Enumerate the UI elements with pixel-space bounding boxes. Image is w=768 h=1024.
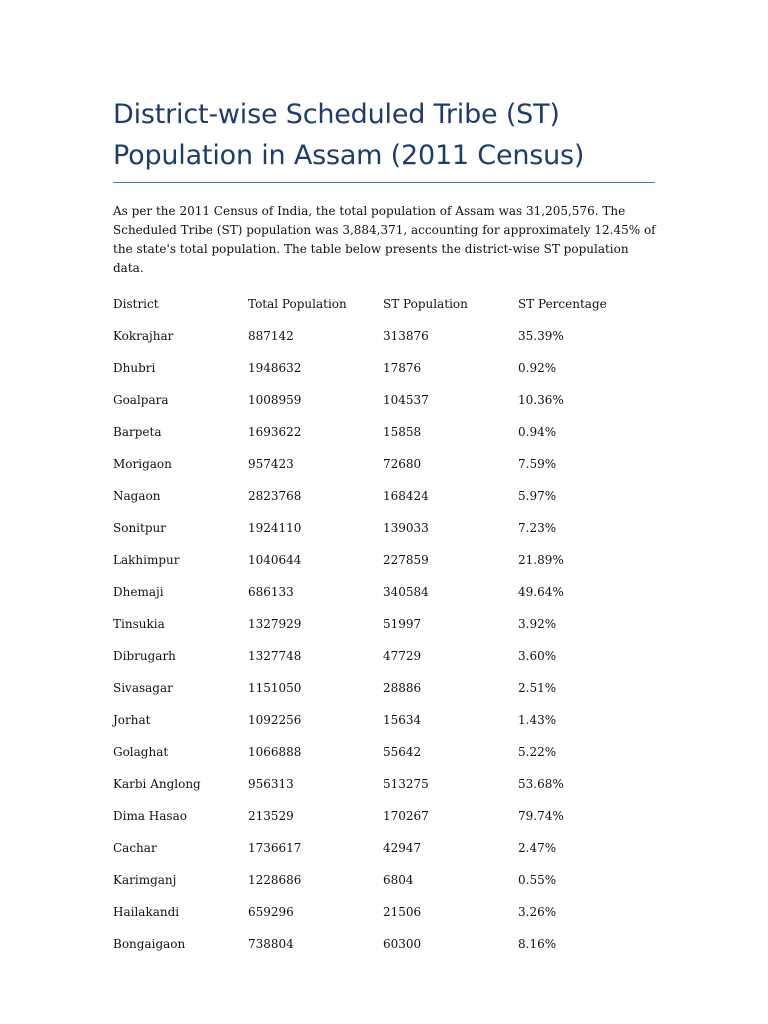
cell-st-population: 15858 — [383, 425, 422, 439]
cell-st-percentage: 0.92% — [518, 361, 557, 375]
cell-st-population: 47729 — [383, 649, 422, 663]
cell-district: Dhubri — [113, 361, 156, 375]
cell-total-population: 956313 — [248, 777, 294, 791]
cell-district: Hailakandi — [113, 905, 180, 919]
cell-total-population: 1948632 — [248, 361, 302, 375]
table-header-row — [113, 288, 653, 320]
cell-st-population: 6804 — [383, 873, 414, 887]
table-body — [113, 320, 653, 960]
cell-st-percentage: 79.74% — [518, 809, 564, 823]
cell-total-population: 1092256 — [248, 713, 302, 727]
header-st-population: ST Population — [383, 297, 468, 311]
cell-st-percentage: 35.39% — [518, 329, 564, 343]
table-row — [113, 576, 653, 608]
header-district: District — [113, 297, 159, 311]
table-row — [113, 704, 653, 736]
table-row — [113, 448, 653, 480]
cell-st-population: 15634 — [383, 713, 422, 727]
cell-district: Barpeta — [113, 425, 162, 439]
table-row — [113, 320, 653, 352]
cell-st-percentage: 5.22% — [518, 745, 557, 759]
table-row — [113, 736, 653, 768]
page-title: District-wise Scheduled Tribe (ST) Population in Assam (2011 Census) — [113, 99, 585, 171]
table-row — [113, 832, 653, 864]
cell-total-population: 887142 — [248, 329, 294, 343]
cell-st-percentage: 3.26% — [518, 905, 557, 919]
table-row — [113, 928, 653, 960]
cell-st-percentage: 21.89% — [518, 553, 564, 567]
cell-st-percentage: 53.68% — [518, 777, 564, 791]
cell-st-population: 139033 — [383, 521, 429, 535]
table-row — [113, 416, 653, 448]
table-row — [113, 608, 653, 640]
cell-district: Lakhimpur — [113, 553, 180, 567]
cell-st-population: 168424 — [383, 489, 429, 503]
cell-district: Dhemaji — [113, 585, 164, 599]
cell-district: Nagaon — [113, 489, 161, 503]
cell-total-population: 1693622 — [248, 425, 302, 439]
table-row — [113, 384, 653, 416]
header-total-population: Total Population — [248, 297, 347, 311]
cell-st-population: 42947 — [383, 841, 422, 855]
cell-total-population: 1040644 — [248, 553, 302, 567]
cell-st-population: 55642 — [383, 745, 422, 759]
table-row — [113, 480, 653, 512]
table-row — [113, 800, 653, 832]
cell-st-population: 21506 — [383, 905, 422, 919]
cell-total-population: 957423 — [248, 457, 294, 471]
cell-district: Tinsukia — [113, 617, 165, 631]
table-row — [113, 896, 653, 928]
cell-district: Cachar — [113, 841, 157, 855]
cell-district: Bongaigaon — [113, 937, 186, 951]
cell-st-population: 340584 — [383, 585, 429, 599]
cell-total-population: 1736617 — [248, 841, 302, 855]
cell-st-percentage: 0.55% — [518, 873, 557, 887]
cell-st-percentage: 7.59% — [518, 457, 557, 471]
cell-st-population: 51997 — [383, 617, 422, 631]
table-row — [113, 864, 653, 896]
cell-district: Dibrugarh — [113, 649, 176, 663]
cell-total-population: 1327748 — [248, 649, 302, 663]
cell-st-percentage: 7.23% — [518, 521, 557, 535]
cell-district: Goalpara — [113, 393, 169, 407]
cell-total-population: 659296 — [248, 905, 294, 919]
cell-st-percentage: 1.43% — [518, 713, 557, 727]
cell-st-population: 28886 — [383, 681, 422, 695]
cell-district: Jorhat — [113, 713, 151, 727]
cell-st-percentage: 8.16% — [518, 937, 557, 951]
cell-st-percentage: 5.97% — [518, 489, 557, 503]
header-st-percentage: ST Percentage — [518, 297, 607, 311]
cell-district: Sivasagar — [113, 681, 173, 695]
cell-st-population: 227859 — [383, 553, 429, 567]
cell-st-percentage: 2.51% — [518, 681, 557, 695]
cell-district: Karbi Anglong — [113, 777, 201, 791]
cell-st-percentage: 49.64% — [518, 585, 564, 599]
cell-st-population: 17876 — [383, 361, 422, 375]
table-row — [113, 768, 653, 800]
cell-st-population: 72680 — [383, 457, 422, 471]
cell-st-percentage: 3.60% — [518, 649, 557, 663]
intro-paragraph: As per the 2011 Census of India, the total population of Assam was 31,205,576. The Scheduled Tribe (ST) population was 3,884,371, accounting for approximately 12.45% of the state's total population. The table below presents the district-wise ST population data. — [113, 204, 656, 275]
cell-district: Golaghat — [113, 745, 169, 759]
cell-district: Sonitpur — [113, 521, 166, 535]
cell-st-percentage: 2.47% — [518, 841, 557, 855]
cell-total-population: 1327929 — [248, 617, 302, 631]
table-row — [113, 672, 653, 704]
cell-st-percentage: 10.36% — [518, 393, 564, 407]
cell-st-percentage: 0.94% — [518, 425, 557, 439]
cell-total-population: 2823768 — [248, 489, 302, 503]
cell-st-population: 170267 — [383, 809, 429, 823]
cell-st-population: 513275 — [383, 777, 429, 791]
title-underline — [113, 182, 655, 183]
cell-total-population: 1008959 — [248, 393, 302, 407]
table-row — [113, 352, 653, 384]
table-row — [113, 512, 653, 544]
cell-district: Morigaon — [113, 457, 172, 471]
cell-district: Karimganj — [113, 873, 177, 887]
cell-total-population: 1066888 — [248, 745, 302, 759]
table-row — [113, 544, 653, 576]
cell-district: Kokrajhar — [113, 329, 174, 343]
cell-st-population: 104537 — [383, 393, 429, 407]
cell-total-population: 738804 — [248, 937, 294, 951]
table-row — [113, 640, 653, 672]
cell-total-population: 1228686 — [248, 873, 302, 887]
cell-total-population: 686133 — [248, 585, 294, 599]
st-population-table — [113, 288, 653, 960]
cell-total-population: 1924110 — [248, 521, 302, 535]
cell-total-population: 1151050 — [248, 681, 302, 695]
cell-st-population: 60300 — [383, 937, 422, 951]
cell-st-population: 313876 — [383, 329, 429, 343]
cell-district: Dima Hasao — [113, 809, 187, 823]
cell-total-population: 213529 — [248, 809, 294, 823]
cell-st-percentage: 3.92% — [518, 617, 557, 631]
